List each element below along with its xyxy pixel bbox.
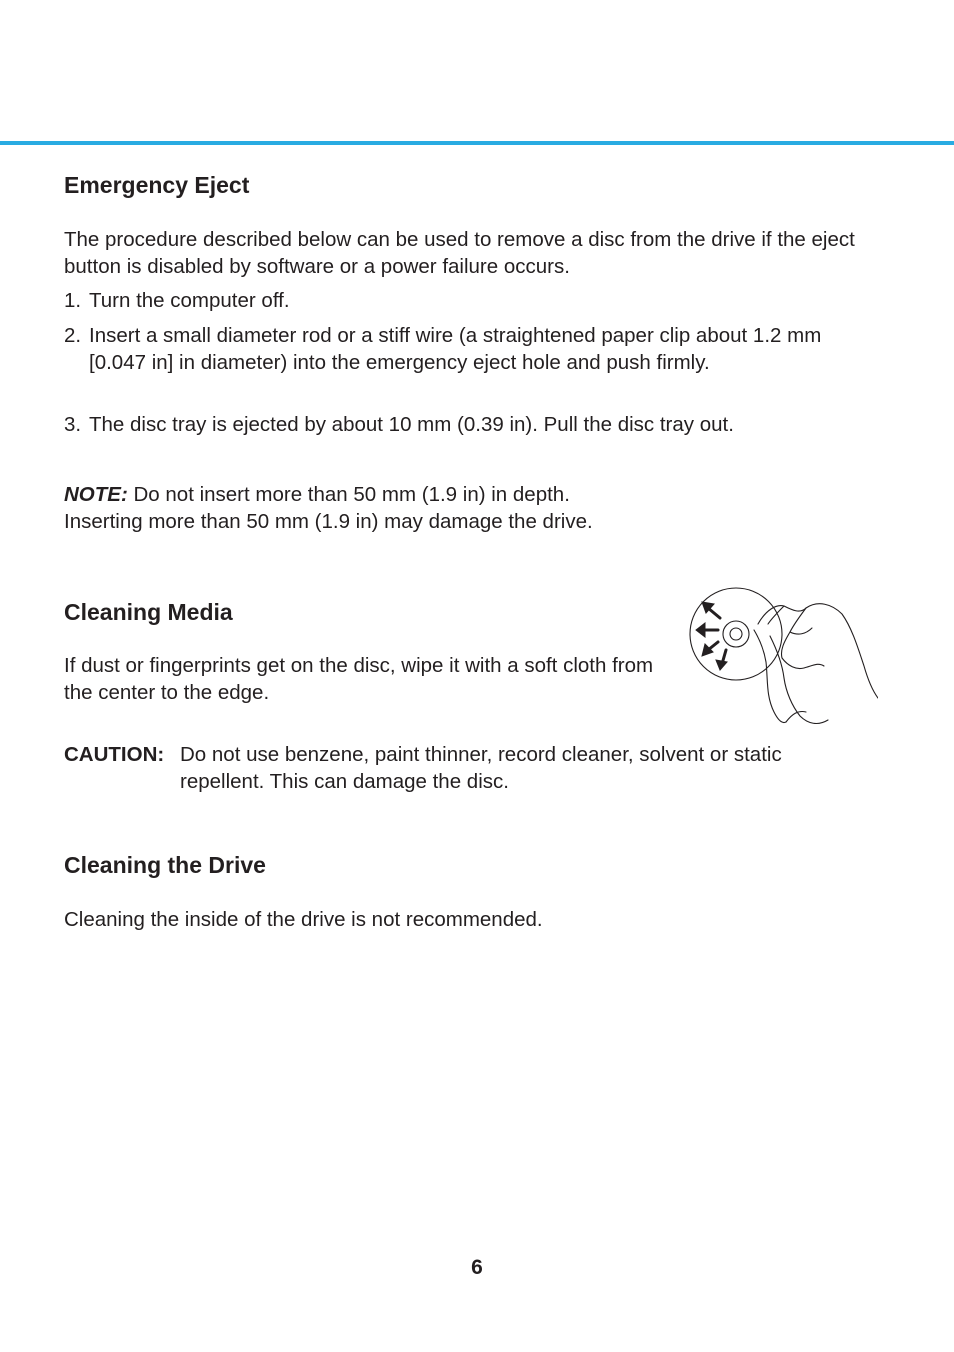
header-rule [0, 141, 954, 145]
wipe-direction-arrows [696, 602, 727, 670]
disc-hole [730, 628, 742, 640]
note-block [64, 481, 884, 535]
page-number: 6 [471, 1256, 483, 1279]
step-number: 2. [64, 324, 82, 347]
emergency-eject-intro: The procedure described below can be used to remove a disc from the drive if the eject button is disabled by software or a power failure occurs. [64, 228, 855, 278]
step-text: Insert a small diameter rod or a stiff wire (a straightened paper clip about 1.2 mm [0.047 in] in diameter) into the emergency eject hole and push firmly. [89, 324, 822, 374]
step-number: 1. [64, 289, 82, 312]
cleaning-media-heading: Cleaning Media [64, 599, 233, 625]
note-label: NOTE: [64, 483, 128, 506]
caution-label: CAUTION: [64, 743, 165, 766]
cleaning-media-text: If dust or fingerprints get on the disc, wipe it with a soft cloth from the center to the edge. [64, 654, 654, 704]
step-number: 3. [64, 413, 82, 436]
step-2 [64, 322, 844, 376]
caution-block [64, 741, 864, 795]
step-1 [64, 287, 864, 314]
caution-text: Do not use benzene, paint thinner, record cleaner, solvent or static repellent. This can damage the disc. [180, 743, 782, 793]
step-text: The disc tray is ejected by about 10 mm (0.39 in). Pull the disc tray out. [89, 413, 734, 436]
step-3 [64, 411, 864, 438]
step-text: Turn the computer off. [89, 289, 290, 312]
hand-wiping-disc-icon [688, 584, 878, 726]
cleaning-drive-text: Cleaning the inside of the drive is not recommended. [64, 908, 543, 931]
emergency-eject-heading: Emergency Eject [64, 172, 250, 198]
note-line-2: Inserting more than 50 mm (1.9 in) may damage the drive. [64, 510, 593, 533]
hand-outline [758, 604, 878, 698]
note-line-1: Do not insert more than 50 mm (1.9 in) in depth. [133, 483, 570, 506]
disc-hub [723, 621, 749, 647]
cleaning-drive-heading: Cleaning the Drive [64, 852, 266, 878]
